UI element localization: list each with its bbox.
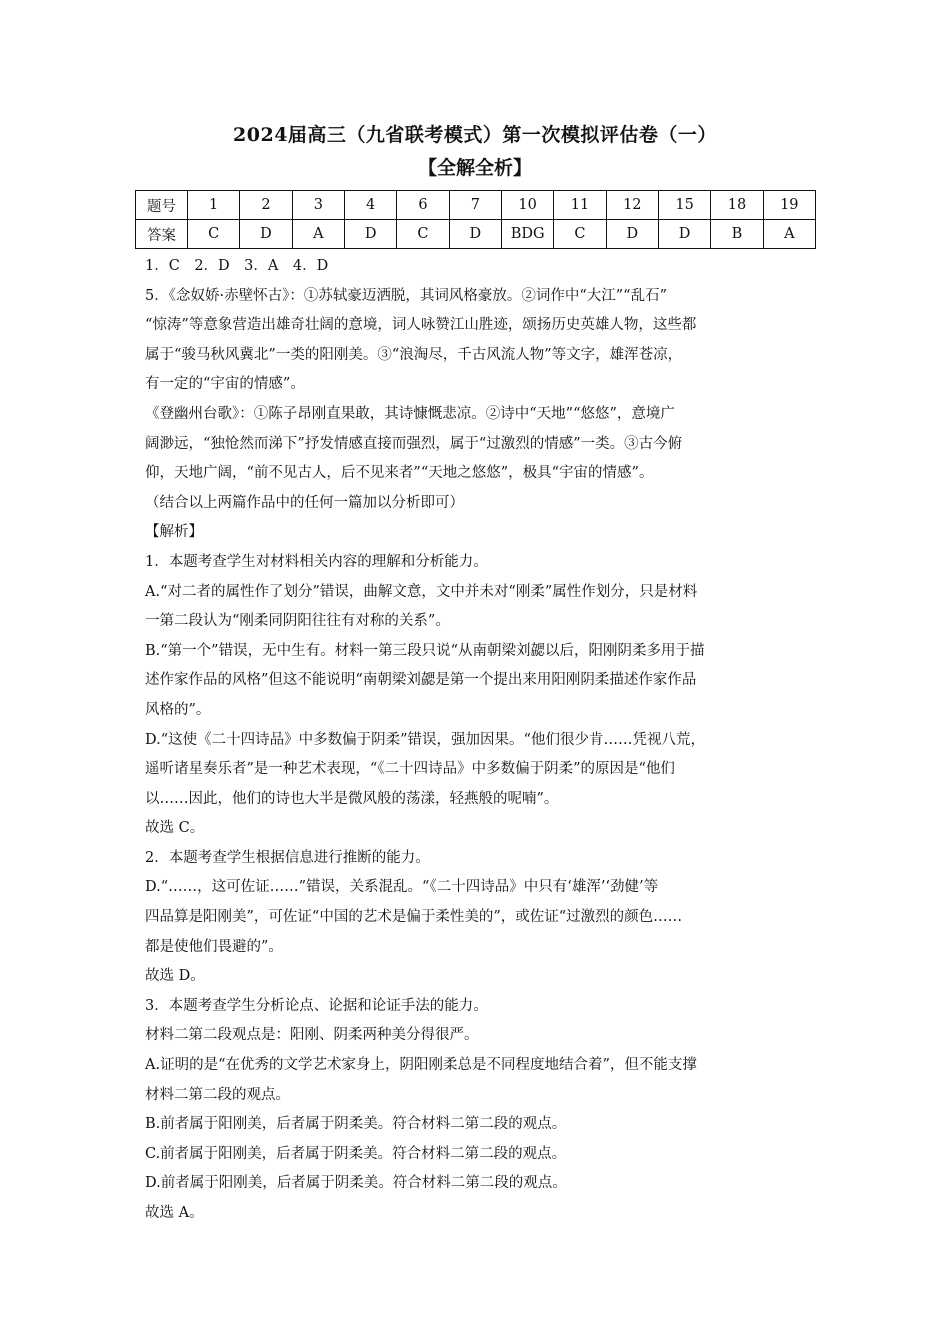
text-line: 1．C 2．D 3．A 4．D (145, 258, 329, 274)
text-line: 风格的”。 (145, 701, 211, 718)
text-line: （结合以上两篇作品中的任何一篇加以分析即可） (145, 494, 464, 511)
text-line: 2．本题考查学生根据信息进行推断的能力。 (145, 849, 430, 866)
answer-table-answer-row (136, 220, 816, 249)
text-line: 故选 C。 (145, 820, 205, 837)
text-line: 阔渺远，“独怆然而涕下”抒发情感直接而强烈，属于“过激烈的情感”一类。③古今俯 (145, 435, 683, 452)
text-line: 材料二第二段观点是：阳刚、阴柔两种美分得很严。 (145, 1027, 479, 1044)
section-heading: 【解析】 (145, 524, 203, 541)
answer-cell: A (763, 220, 815, 249)
text-line: B.前者属于阳刚美，后者属于阴柔美。符合材料二第二段的观点。 (145, 1116, 567, 1133)
question-number-cell: 6 (397, 191, 449, 220)
text-line: 5．《念奴娇·赤壁怀古》：①苏轼豪迈洒脱，其词风格豪放。②词作中“大江”“乱石” (145, 287, 667, 304)
text-line: 材料二第二段的观点。 (145, 1086, 290, 1103)
text-line: 遥听诸星奏乐者”是一种艺术表现，“《二十四诗品》中多数偏于阴柔”的原因是“他们 (145, 761, 675, 778)
text-line: 以……因此，他们的诗也大半是微风般的荡漾，轻燕般的呢喃”。 (145, 790, 559, 807)
question-number-cell: 19 (763, 191, 815, 220)
question-number-cell: 12 (606, 191, 658, 220)
answer-table (135, 190, 816, 249)
answer-cell: B (711, 220, 763, 249)
text-line: D.前者属于阳刚美，后者属于阴柔美。符合材料二第二段的观点。 (145, 1175, 567, 1192)
question-number-cell: 1 (188, 191, 240, 220)
text-line: B.“第一个”错误，无中生有。材料一第三段只说“从南朝梁刘勰以后，阳刚阴柔多用于描 (145, 642, 705, 659)
question-number-cell: 10 (501, 191, 553, 220)
question-number-cell: 2 (240, 191, 292, 220)
text-line: 属于“骏马秋风冀北”一类的阳刚美。③“浪淘尽，千古风流人物”等文字，雄浑苍凉， (145, 346, 683, 363)
text-line: D.“这使《二十四诗品》中多数偏于阴柔”错误，强加因果。“他们很少肯……凭视八荒， (145, 731, 705, 748)
answer-cell: D (449, 220, 501, 249)
text-line: 故选 D。 (145, 968, 205, 985)
page-title: 2024届高三（九省联考模式）第一次模拟评估卷（一） (233, 124, 717, 146)
answer-cell: D (344, 220, 396, 249)
text-line: 仰，天地广阔，“前不见古人，后不见来者”“天地之悠悠”，极具“宇宙的情感”。 (145, 465, 654, 482)
answer-cell: D (658, 220, 710, 249)
answer-table-number-row (136, 191, 816, 220)
question-number-cell: 18 (711, 191, 763, 220)
answer-cell: C (188, 220, 240, 249)
answer-cell: A (292, 220, 344, 249)
answer-cell: D (606, 220, 658, 249)
question-number-cell: 11 (554, 191, 606, 220)
text-line: 一第二段认为“刚柔同阴阳往往有对称的关系”。 (145, 613, 450, 630)
table-header-cell: 题号 (136, 191, 188, 220)
answer-cell: C (554, 220, 606, 249)
text-line: 3．本题考查学生分析论点、论据和论证手法的能力。 (145, 997, 488, 1014)
text-line: “惊涛”等意象营造出雄奇壮阔的意境，词人咏赞江山胜迹，颂扬历史英雄人物，这些都 (145, 317, 697, 334)
question-number-cell: 15 (658, 191, 710, 220)
question-number-cell: 3 (292, 191, 344, 220)
answer-cell: BDG (501, 220, 553, 249)
analysis-body (145, 252, 810, 1229)
text-line: 《登幽州台歌》：①陈子昂刚直果敢，其诗慷慨悲凉。②诗中“天地”“悠悠”，意境广 (145, 405, 675, 422)
text-line: 有一定的“宇宙的情感”。 (145, 376, 305, 393)
text-line: A.证明的是“在优秀的文学艺术家身上，阴阳刚柔总是不同程度地结合着”，但不能支撑 (145, 1057, 697, 1074)
text-line: 故选 A。 (145, 1205, 204, 1221)
text-line: 1．本题考查学生对材料相关内容的理解和分析能力。 (145, 553, 488, 570)
question-number-cell: 7 (449, 191, 501, 220)
text-line: 述作家作品的风格”但这不能说明“南朝梁刘勰是第一个提出来用阳刚阴柔描述作家作品 (145, 672, 697, 689)
question-number-cell: 4 (344, 191, 396, 220)
text-line: 四品算是阳刚美”，可佐证“中国的艺术是偏于柔性美的”，或佐证“过激烈的颜色…… (145, 909, 683, 926)
table-header-cell: 答案 (136, 220, 188, 249)
text-line: C.前者属于阳刚美，后者属于阴柔美。符合材料二第二段的观点。 (145, 1145, 567, 1162)
text-line: D.“……，这可佐证……”错误，关系混乱。“《二十四诗品》中只有‘雄浑’‘劲健’等 (145, 879, 659, 896)
text-line: A.“对二者的属性作了划分”错误，曲解文意，文中并未对“刚柔”属性作划分，只是材料 (145, 583, 698, 600)
answer-cell: C (397, 220, 449, 249)
text-line: 都是使他们畏避的”。 (145, 938, 283, 955)
page-subtitle: 【全解全析】 (417, 157, 532, 179)
answer-cell: D (240, 220, 292, 249)
